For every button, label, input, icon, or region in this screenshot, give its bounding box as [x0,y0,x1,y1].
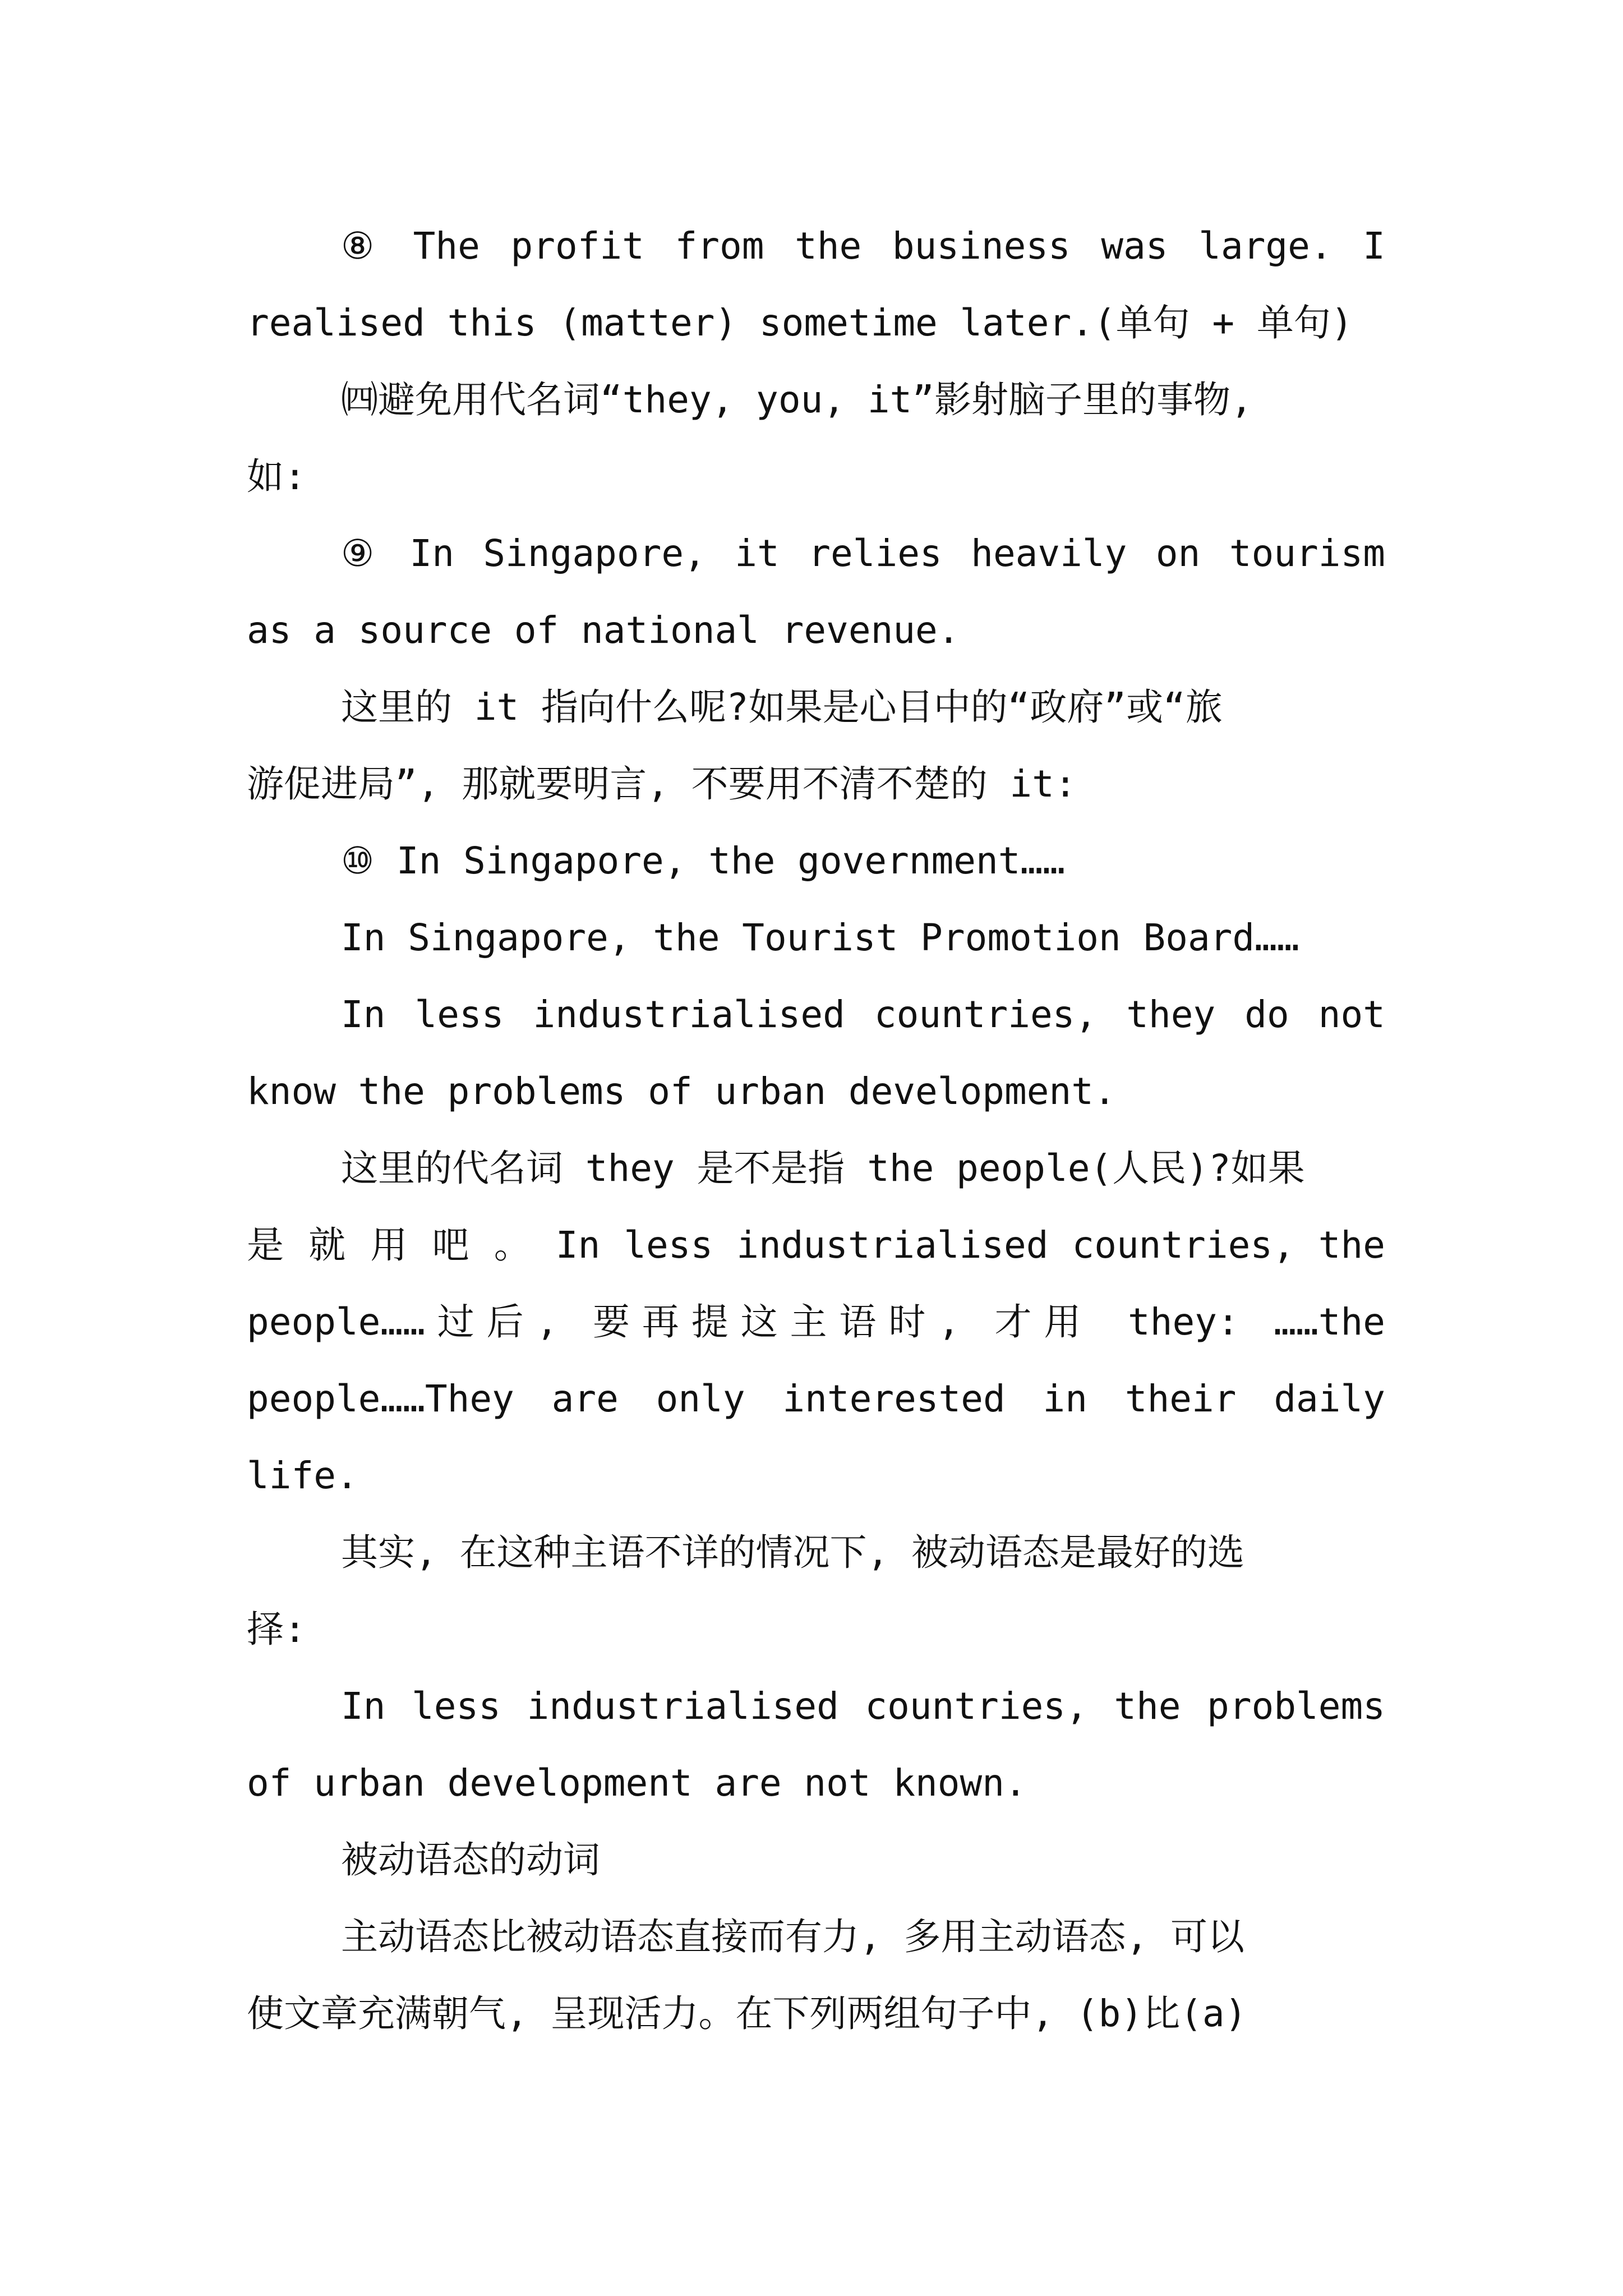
text-line-21: of urban development are not known. [247,1761,1027,1805]
text-line-15: people……过后, 要再提这主语时, 才用 they: ……the [247,1300,1385,1343]
text-line-11: In less industrialised countries, they do not [341,993,1385,1036]
text-line-9: ⑩ In Singapore, the government…… [341,839,1065,882]
text-line-2: realised this (matter) sometime later.(单句 + 单句) [247,301,1353,344]
text-line-17: life. [247,1454,358,1497]
text-line-23: 主动语态比被动语态直接而有力, 多用主动语态, 可以 [341,1915,1244,1958]
text-line-14: 是 就 用 吧 。 In less industrialised countries, the [247,1223,1385,1267]
text-line-20: In less industrialised countries, the problems [341,1685,1385,1728]
text-line-18: 其实, 在这种主语不详的情况下, 被动语态是最好的选 [341,1531,1244,1574]
document-page [247,208,1385,2052]
text-line-16: people……They are only interested in their daily [247,1377,1385,1420]
text-line-12: know the problems of urban development. [247,1070,1116,1113]
text-line-6: as a source of national revenue. [247,609,960,652]
text-line-1: ⑧ The profit from the business was large. I [341,224,1385,268]
text-line-19: 择: [247,1608,306,1651]
text-line-10: In Singapore, the Tourist Promotion Board…… [341,916,1299,959]
text-line-13: 这里的代名词 they 是不是指 the people(人民)?如果 [341,1147,1305,1190]
text-line-3: ㈣避免用代名词“they, you, it”影射脑子里的事物, [341,378,1253,421]
text-line-7: 这里的 it 指向什么呢?如果是心目中的“政府”或“旅 [341,685,1223,729]
text-line-4: 如: [247,455,306,498]
text-line-8: 游促进局”, 那就要明言, 不要用不清不楚的 it: [247,762,1077,806]
text-line-5: ⑨ In Singapore, it relies heavily on tourism [341,532,1385,575]
text-line-24: 使文章充满朝气, 呈现活力。在下列两组句子中, (b)比(a) [247,1992,1247,2035]
text-line-22: 被动语态的动词 [341,1838,600,1881]
